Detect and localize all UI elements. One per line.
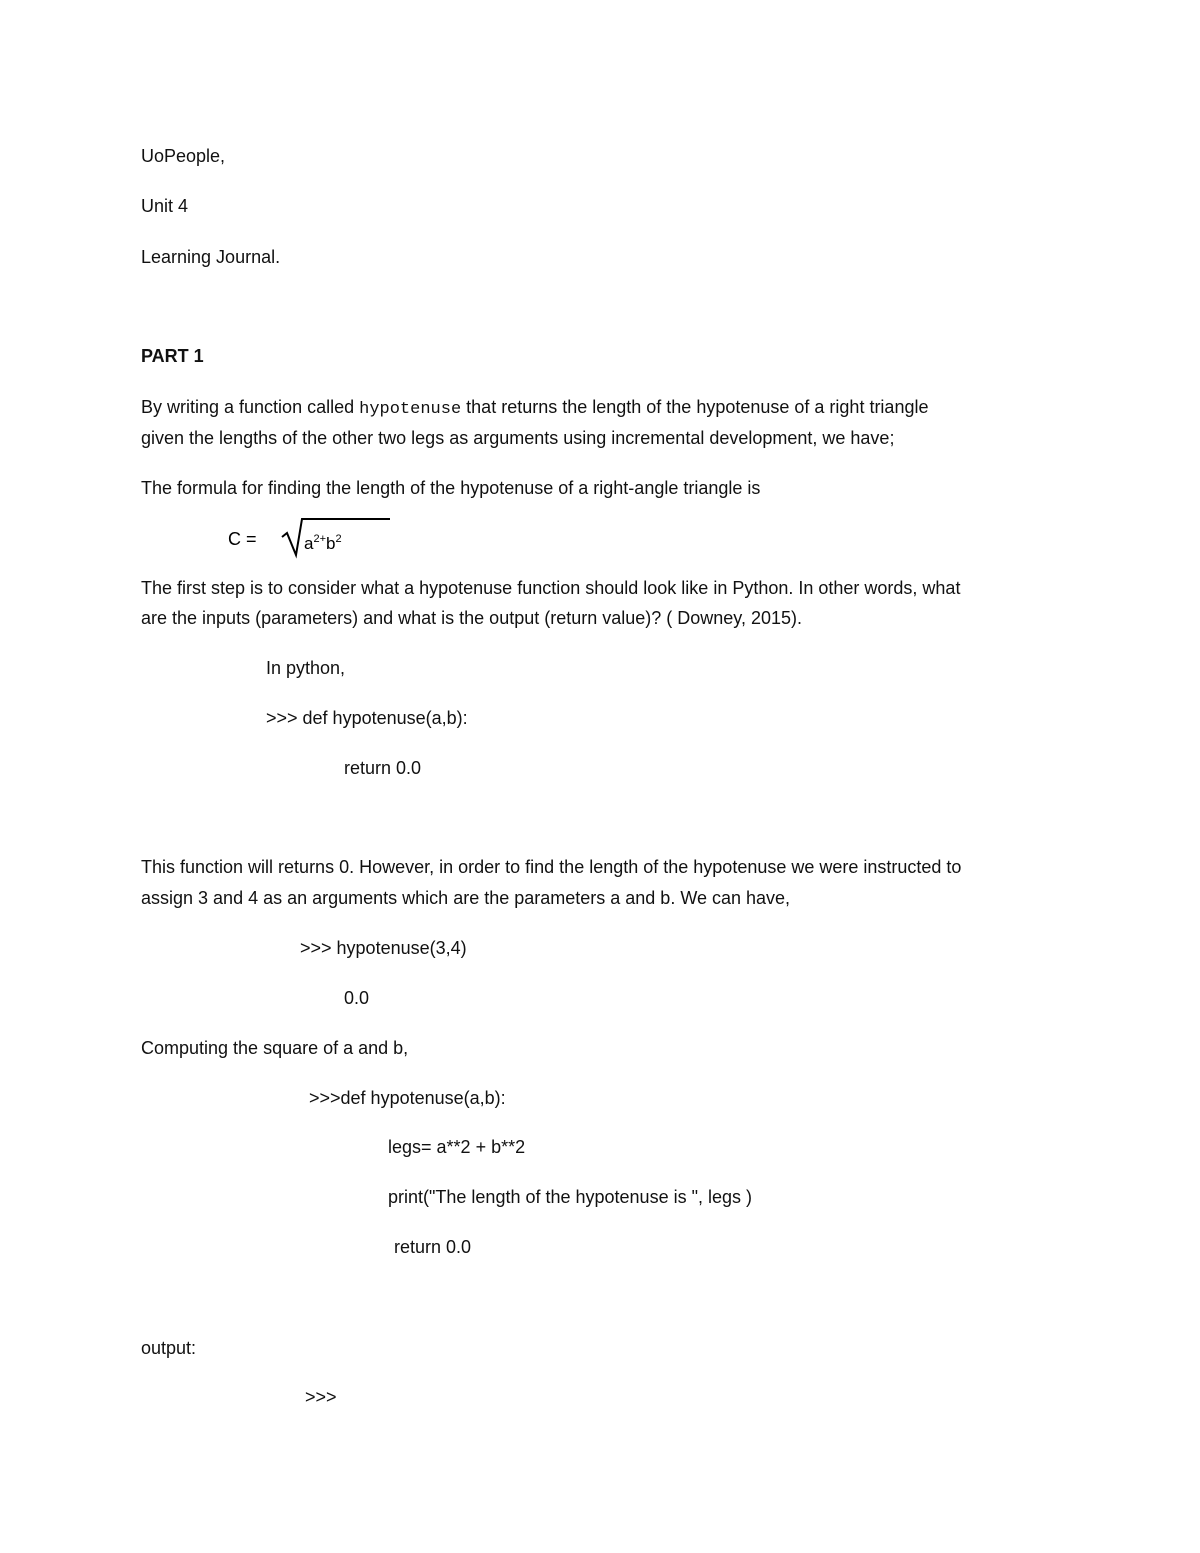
code1-def-line: >>> def hypotenuse(a,b): xyxy=(266,708,468,728)
step2-line-2: assign 3 and 4 as an arguments which are the parameters a and b. We can have, xyxy=(141,888,791,908)
code3-return-line: return 0.0 xyxy=(394,1237,472,1257)
function-name: hypotenuse xyxy=(359,400,462,419)
step3-line-1: Computing the square of a and b, xyxy=(141,1038,409,1058)
step2-line-1: This function will returns 0. However, in order to find the length of the hypotenuse we were instructed to xyxy=(141,857,962,877)
unit-label: Unit 4 xyxy=(141,196,189,216)
step1-line-1: The first step is to consider what a hypotenuse function should look like in Python. In other words, what xyxy=(141,578,961,598)
code3-legs-line: legs= a**2 + b**2 xyxy=(388,1137,526,1157)
output-prompt: >>> xyxy=(305,1387,337,1407)
code3-def-line: >>>def hypotenuse(a,b): xyxy=(309,1088,506,1108)
formula-plus: + xyxy=(319,533,327,545)
formula-b-exponent: 2 xyxy=(335,533,342,545)
document-title: Learning Journal. xyxy=(141,247,281,267)
code3-print-line: print("The length of the hypotenuse is ", legs ) xyxy=(388,1187,752,1207)
intro-suffix: that returns the length of the hypotenuse of a right triangle xyxy=(466,397,929,417)
formula-b: b xyxy=(326,534,336,553)
formula-intro: The formula for finding the length of the hypotenuse of a right-angle triangle is xyxy=(141,478,761,498)
formula-lhs: C = xyxy=(228,529,257,549)
code1-label: In python, xyxy=(266,658,346,678)
code2-result-line: 0.0 xyxy=(344,988,370,1008)
code2-call-line: >>> hypotenuse(3,4) xyxy=(300,938,467,958)
step1-line-2: are the inputs (parameters) and what is the output (return value)? ( Downey, 2015). xyxy=(141,608,803,628)
code1-return-line: return 0.0 xyxy=(344,758,422,778)
intro-prefix: By writing a function called xyxy=(141,397,355,417)
intro-line-1 xyxy=(141,396,928,421)
formula-a: a xyxy=(304,534,314,553)
institution-name: UoPeople, xyxy=(141,146,226,166)
output-label: output: xyxy=(141,1338,197,1358)
intro-line-2: given the lengths of the other two legs as arguments using incremental development, we have; xyxy=(141,428,895,448)
hypotenuse-formula xyxy=(228,515,408,559)
formula-a-exponent: 2 xyxy=(313,533,320,545)
section-heading: PART 1 xyxy=(141,346,204,366)
formula-radicand xyxy=(304,528,342,555)
